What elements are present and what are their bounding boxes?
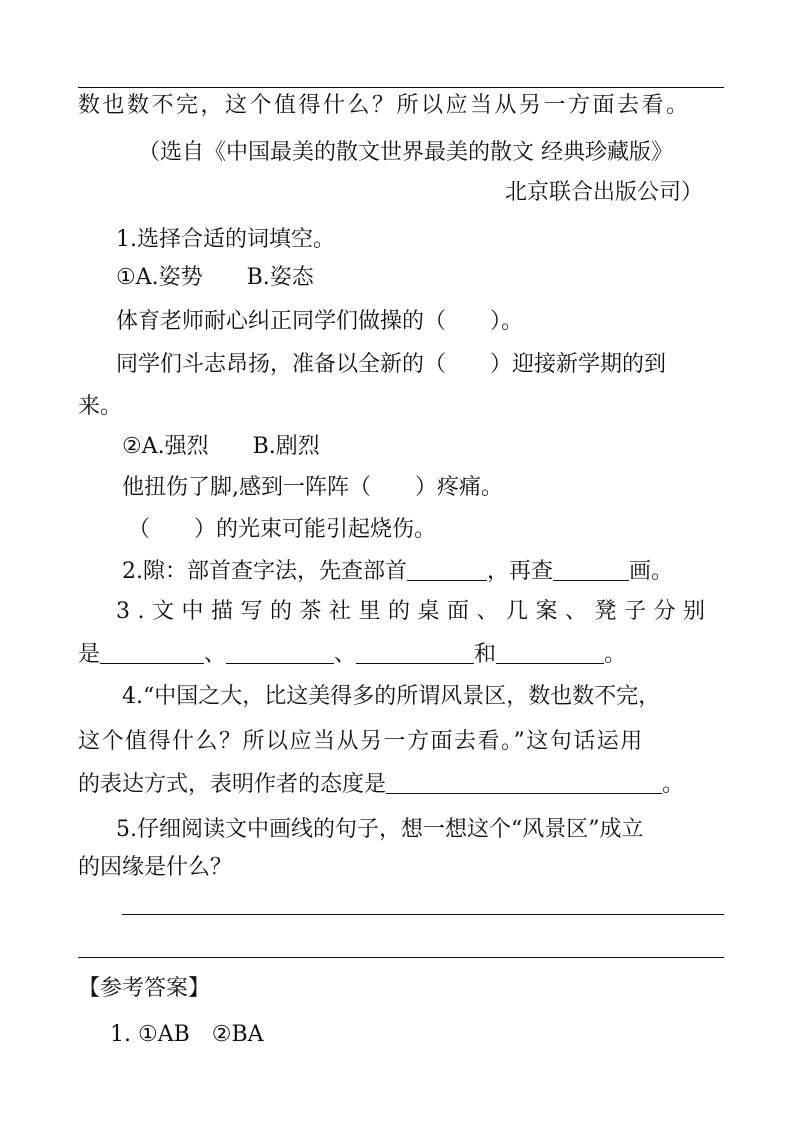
q1-group2-sentence1: 他扭伤了脚,感到一阵阵（ ）疼痛。 bbox=[122, 475, 503, 500]
answers-heading: 【参考答案】 bbox=[78, 976, 211, 1001]
q3-blank-4[interactable] bbox=[496, 641, 604, 664]
q3-blank-3[interactable] bbox=[356, 641, 474, 664]
q3-blank-1[interactable] bbox=[100, 641, 204, 664]
q3-line2 bbox=[78, 640, 626, 670]
q4-line3 bbox=[78, 770, 684, 800]
answer-section-rule bbox=[78, 957, 724, 958]
answer-1: 1. ①AB ②BA bbox=[110, 1022, 264, 1047]
q3-he: 和 bbox=[474, 642, 497, 667]
source-line-1: （选自《中国最美的散文世界最美的散文 经典珍藏版》 bbox=[138, 140, 673, 165]
q3-shi: 是 bbox=[78, 642, 101, 667]
q3-end: 。 bbox=[604, 642, 627, 667]
q2-radical-blank[interactable] bbox=[407, 558, 487, 581]
q5-line2: 的因缘是什么？ bbox=[78, 855, 233, 880]
q5-line1: 5.仔细阅读文中画线的句子，想一想这个“风景区”成立 bbox=[116, 817, 644, 842]
q4-line3-text: 的表达方式，表明作者的态度是 bbox=[78, 772, 387, 797]
q3-sep-2: 、 bbox=[334, 642, 357, 667]
q2-line bbox=[122, 557, 673, 587]
q1-group1-options: ①A.姿势 B.姿态 bbox=[116, 265, 314, 290]
q1-group2-options: ②A.强烈 B.剧烈 bbox=[122, 434, 320, 459]
q5-answer-line[interactable] bbox=[122, 914, 724, 915]
q3-sep-1: 、 bbox=[204, 642, 227, 667]
q1-group1-sentence2a: 同学们斗志昂扬，准备以全新的（ ）迎接新学期的到 bbox=[116, 352, 667, 377]
q2-part2: ，再查 bbox=[487, 559, 554, 584]
q2-strokes-blank[interactable] bbox=[553, 558, 629, 581]
q2-part3: 画。 bbox=[629, 559, 674, 584]
q3-blank-2[interactable] bbox=[226, 641, 334, 664]
source-line-2: 北京联合出版公司） bbox=[505, 180, 704, 205]
q4-attitude-blank[interactable] bbox=[386, 771, 662, 794]
q1-group1-sentence1: 体育老师耐心纠正同学们做操的（ ）。 bbox=[116, 309, 524, 334]
q2-part1: 2.隙：部首查字法，先查部首 bbox=[122, 559, 407, 584]
q4-line3-end: 。 bbox=[662, 772, 685, 797]
top-rule bbox=[78, 87, 724, 88]
q4-line1: 4.“中国之大，比这美得多的所谓风景区，数也数不完， bbox=[122, 684, 661, 709]
q4-line2: 这个值得什么？所以应当从另一方面去看。”这句话运用 bbox=[78, 729, 644, 754]
q1-prompt: 1.选择合适的词填空。 bbox=[116, 227, 335, 252]
q3-line1: 3.文中描写的茶社里的桌面、几案、凳子分别 bbox=[116, 599, 713, 624]
q1-group1-sentence2b: 来。 bbox=[78, 394, 123, 419]
passage-last-line: 数也数不完，这个值得什么？所以应当从另一方面去看。 bbox=[78, 93, 691, 118]
q1-group2-sentence2: （ ）的光束可能引起烧伤。 bbox=[128, 517, 437, 542]
